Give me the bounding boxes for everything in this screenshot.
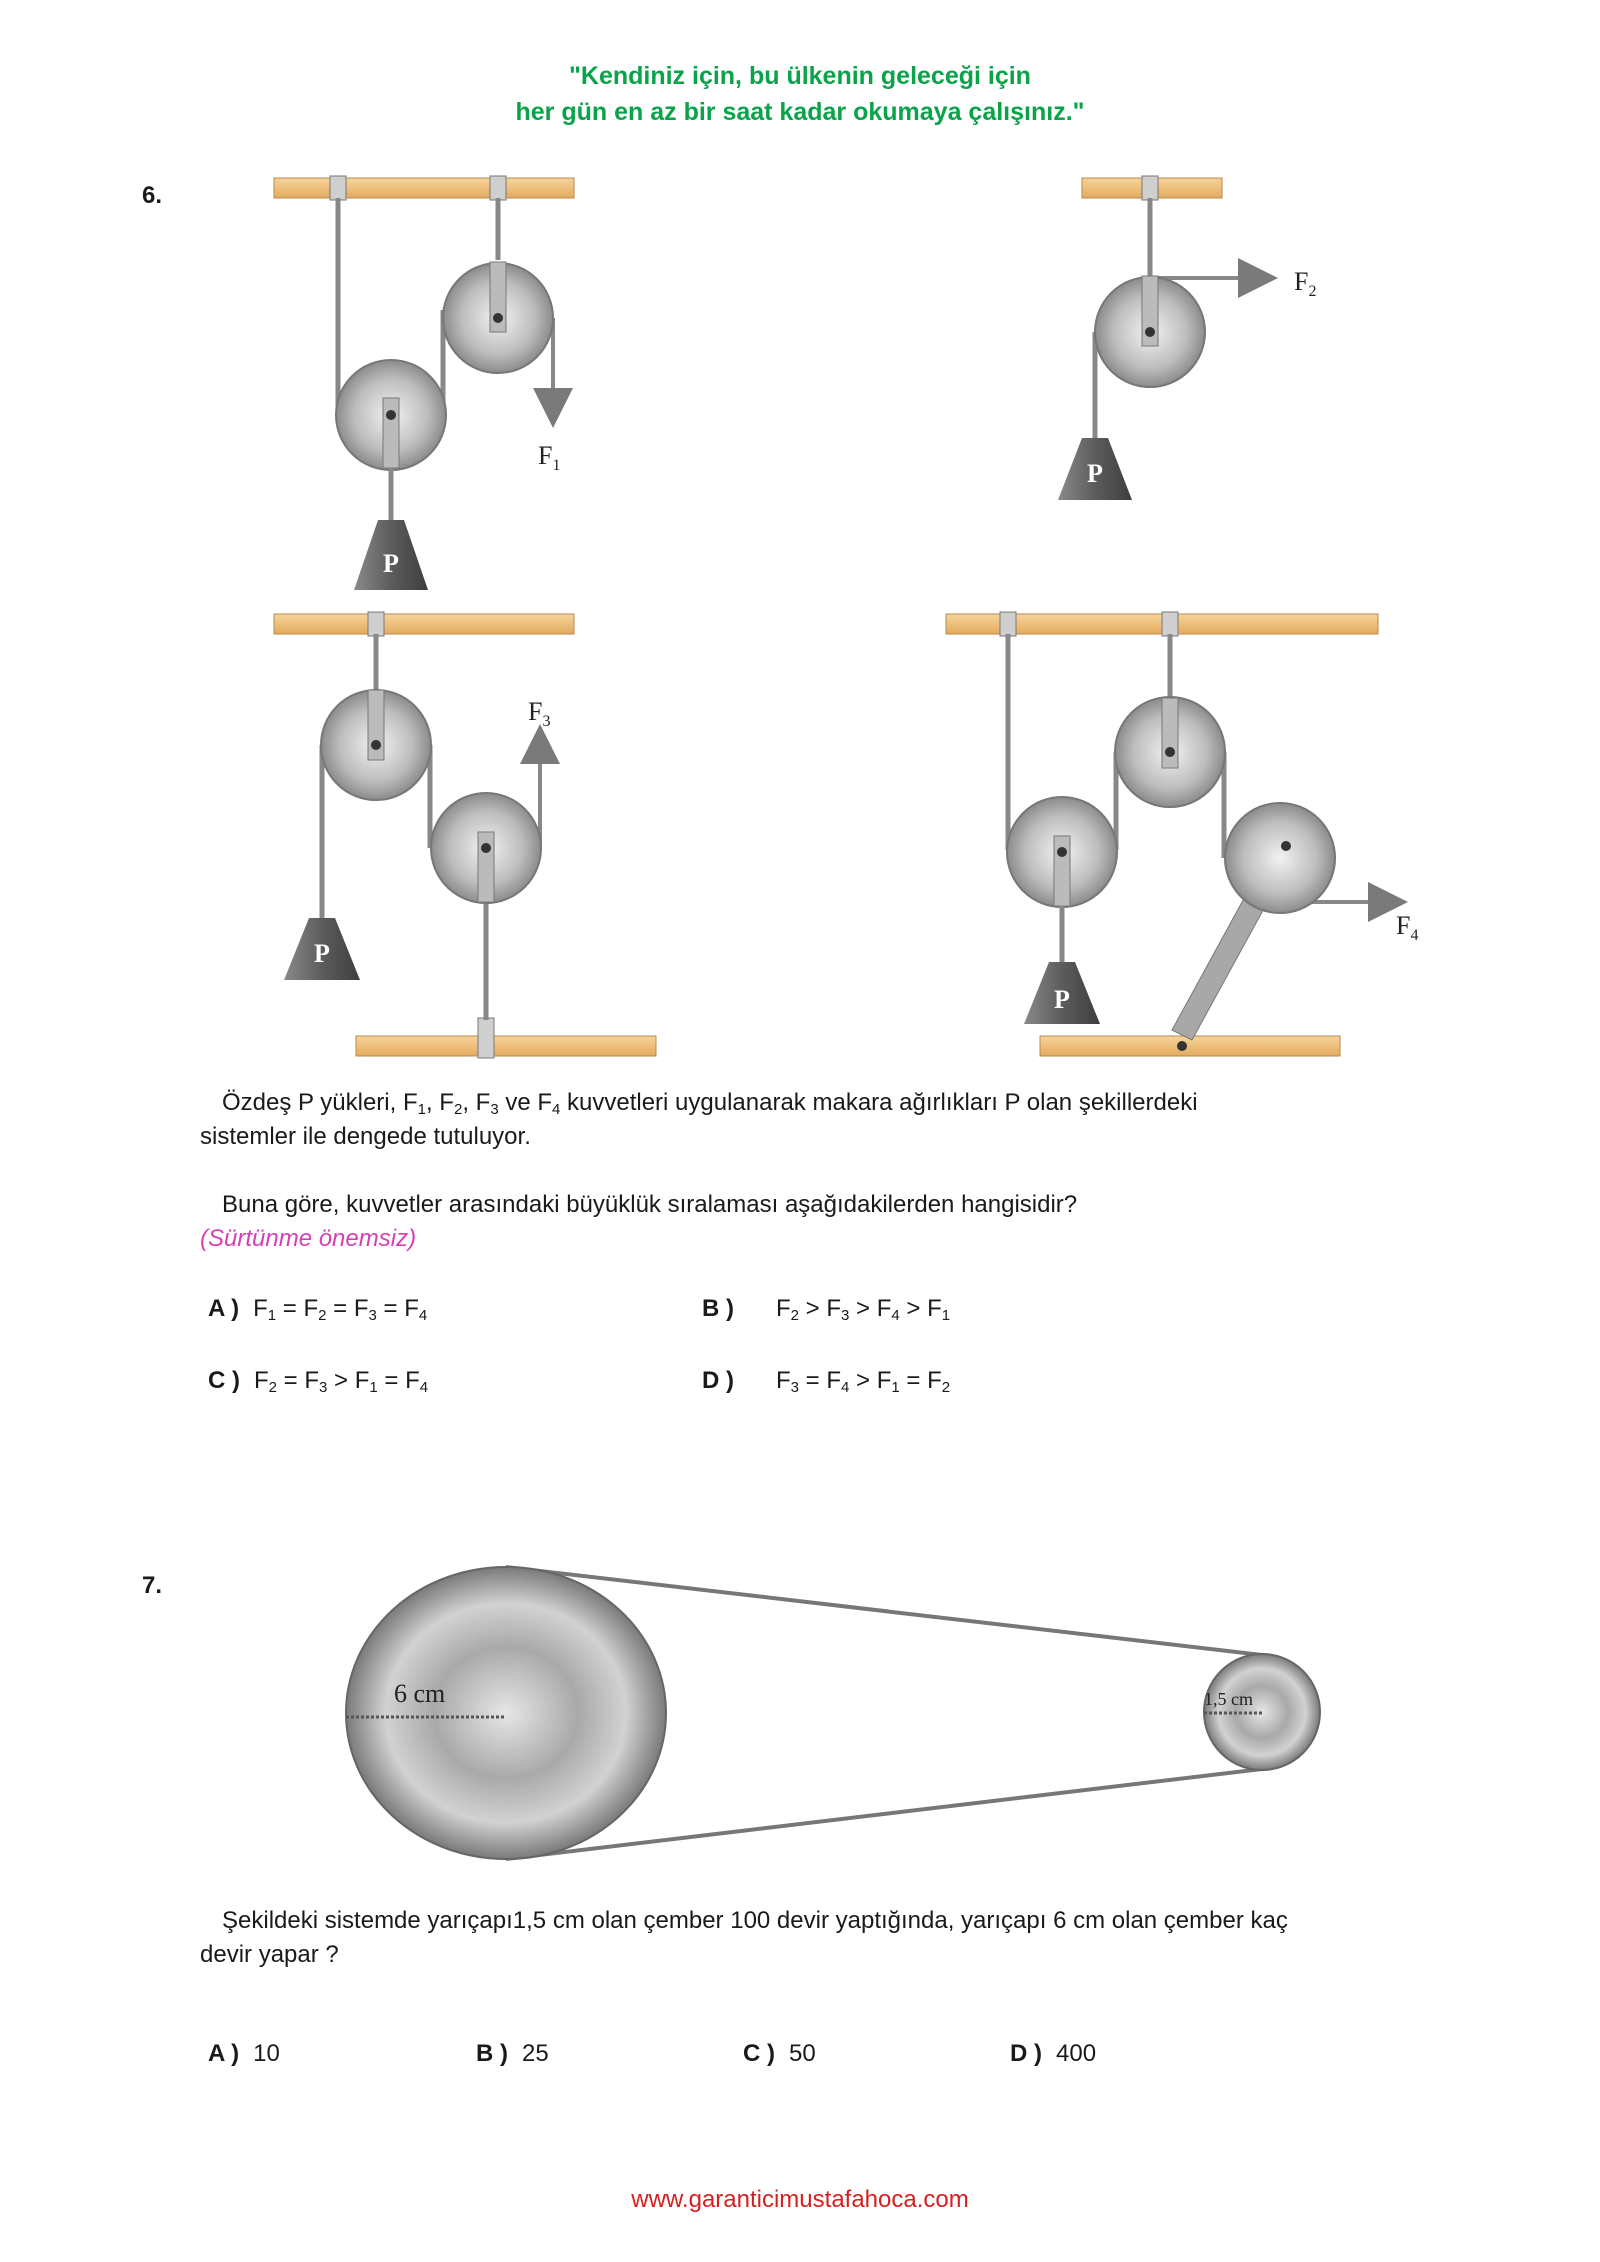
question-6-question: Buna göre, kuvvetler arasındaki büyüklük sıralaması aşağıdakilerden hangisidir? xyxy=(222,1191,1078,1218)
load-label: P xyxy=(314,939,330,968)
pulley-on-lever xyxy=(1225,803,1335,913)
question-7-line-2: devir yapar ? xyxy=(200,1941,339,1968)
system-4 xyxy=(946,612,1418,1056)
force-f2-label: $F_2$ xyxy=(1294,267,1317,300)
option-c[interactable] xyxy=(743,2040,816,2068)
question-6-statement xyxy=(200,1086,1450,1154)
option-b[interactable] xyxy=(702,1295,950,1323)
footer-url[interactable]: www.garanticimustafahoca.com xyxy=(631,2186,969,2213)
force-f1-label: $F_1$ xyxy=(538,441,561,474)
question-7-statement xyxy=(200,1904,1450,1972)
option-letter: A ) xyxy=(208,1295,240,1322)
option-a[interactable] xyxy=(208,1295,427,1323)
force-f4-label: $F_4$ xyxy=(1396,911,1419,944)
option-text: $F_3 = F_4 > F_1 = F_2$ xyxy=(776,1367,951,1396)
system-2 xyxy=(1058,176,1316,500)
system-3 xyxy=(274,612,656,1058)
system-1 xyxy=(274,176,574,590)
option-letter: B ) xyxy=(476,2040,508,2067)
option-letter: D ) xyxy=(1010,2040,1042,2067)
option-text: $F_2 = F_3 > F_1 = F_4$ xyxy=(254,1367,429,1396)
question-7-number: 7. xyxy=(142,1572,163,1599)
load-label: P xyxy=(383,549,399,578)
option-letter: C ) xyxy=(208,1367,240,1394)
option-text: $F_1 = F_2 = F_3 = F_4$ xyxy=(253,1295,428,1324)
ceiling-beam xyxy=(274,614,574,634)
large-radius-label: 6 cm xyxy=(394,1679,446,1708)
large-wheel xyxy=(346,1567,666,1859)
floor-beam xyxy=(356,1036,656,1056)
motto-line-2: her gün en az bir saat kadar okumaya çalışınız." xyxy=(515,98,1085,126)
option-d[interactable] xyxy=(702,1367,950,1395)
question-7-line-1: Şekildeki sistemde yarıçapı1,5 cm olan çember 100 devir yaptığında, yarıçapı 6 cm olan çember kaç xyxy=(222,1907,1288,1934)
ceiling-beam xyxy=(274,178,574,198)
question-6-note: (Sürtünme önemsiz) xyxy=(200,1225,417,1252)
question-6-prompt xyxy=(200,1188,1450,1256)
belt-pulley-figure xyxy=(0,1560,1600,1880)
option-letter: A ) xyxy=(208,2040,240,2067)
question-6-number: 6. xyxy=(142,182,163,209)
option-letter: D ) xyxy=(702,1367,734,1394)
motto-line-1: "Kendiniz için, bu ülkenin geleceği için xyxy=(569,62,1031,90)
option-c[interactable] xyxy=(208,1367,428,1395)
option-a[interactable] xyxy=(208,2040,280,2068)
option-text: 400 xyxy=(1056,2040,1097,2067)
option-text: 25 xyxy=(522,2040,549,2067)
small-radius-label: 1,5 cm xyxy=(1204,1689,1253,1709)
question-6-line-1: Özdeş P yükleri, $F_1$, $F_2$, $F_3$ ve $F_4$ kuvvetleri uygulanarak makara ağırlıkları P olan şekillerdeki xyxy=(222,1089,1198,1118)
option-text: 10 xyxy=(253,2040,280,2067)
pulley-systems-figure xyxy=(0,0,1600,1060)
option-text: $F_2 > F_3 > F_4 > F_1$ xyxy=(776,1295,951,1324)
option-letter: C ) xyxy=(743,2040,775,2067)
option-text: 50 xyxy=(789,2040,816,2067)
option-b[interactable] xyxy=(476,2040,549,2068)
load-label: P xyxy=(1087,459,1103,488)
force-f3-label: $F_3$ xyxy=(528,697,551,730)
load-label: P xyxy=(1054,985,1070,1014)
option-letter: B ) xyxy=(702,1295,734,1322)
option-d[interactable] xyxy=(1010,2040,1096,2068)
question-6-line-2: sistemler ile dengede tutuluyor. xyxy=(200,1123,531,1150)
